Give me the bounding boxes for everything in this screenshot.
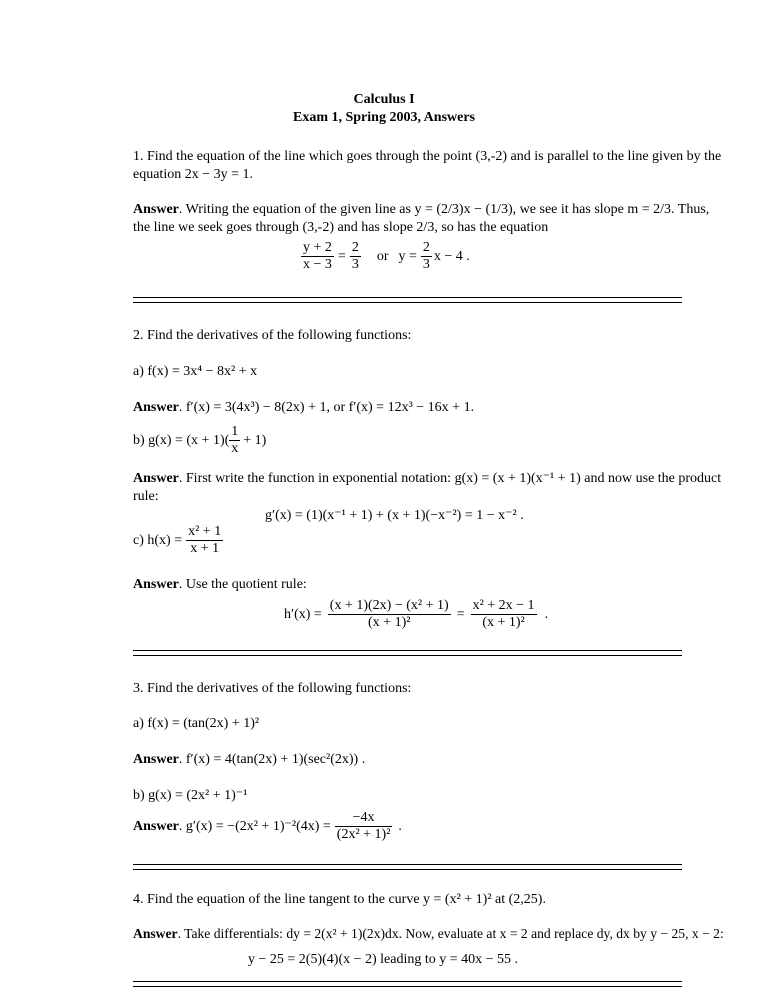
q4-answer-text: . Take differentials: dy = 2(x² + 1)(2x)dx. Now, evaluate at x = 2 and replace dy, dx by y − 25, x − 2: [177, 926, 724, 941]
q2-c-eq-den1: (x + 1)² [368, 615, 411, 631]
q3-b-answer [133, 810, 402, 843]
q3-a-answer-label: Answer [133, 752, 179, 767]
q1-eq-frac2-den: 3 [351, 257, 359, 273]
q1-text-line2: equation 2x − 3y = 1. [133, 167, 253, 182]
q1-text-line1: 1. Find the equation of the line which goes through the point (3,-2) and is parallel to the line given by the [133, 149, 722, 164]
q4-answer [133, 926, 724, 942]
q2-b-answer-label: Answer [133, 471, 179, 486]
document-title: Calculus I [353, 92, 415, 107]
q1-answer-line2: the line we seek goes through (3,-2) and has slope 2/3, so has the equation [133, 220, 549, 235]
q4-answer-label: Answer [133, 926, 178, 941]
q2-c-frac-den: x + 1 [190, 541, 220, 557]
q2-c-fraction [186, 524, 223, 557]
q2-c-answer [133, 577, 307, 593]
section-divider [133, 297, 682, 303]
q1-eq-frac2-num: 2 [350, 240, 361, 257]
section-divider [133, 981, 682, 987]
q2-b-function [133, 424, 266, 457]
q1-eq-right-prefix: y = [398, 248, 417, 264]
q2-a-answer-label: Answer [133, 400, 179, 415]
q2-c-eq-fraction2 [471, 598, 537, 631]
q2-b-equation: g′(x) = (1)(x⁻¹ + 1) + (x + 1)(−x⁻²) = 1 − x⁻² . [265, 508, 524, 523]
q4-equation: y − 25 = 2(5)(4)(x − 2) leading to y = 40x − 55 . [248, 952, 519, 967]
q1-eq-fraction-left [301, 240, 334, 273]
q2-c-prefix: c) h(x) = [133, 532, 183, 548]
q2-b-answer-text1: . First write the function in exponential notation: g(x) = (x + 1)(x⁻¹ + 1) and now use the product [178, 471, 722, 486]
q3-b-frac-den: (2x² + 1)² [336, 827, 391, 843]
q2-c-answer-label: Answer [133, 577, 179, 592]
q1-eq-or: or [376, 248, 389, 264]
q2-c-equation [284, 598, 548, 631]
q2-c-eq-prefix: h′(x) = [284, 606, 322, 622]
q2-c-eq-fraction1 [328, 598, 451, 631]
q2-a-function: a) f(x) = 3x⁴ − 8x² + x [133, 364, 258, 379]
document-subtitle: Exam 1, Spring 2003, Answers [292, 110, 476, 125]
q2-a-answer-text: . f′(x) = 3(4x³) − 8(2x) + 1, or f′(x) = 12x³ − 16x + 1. [178, 400, 475, 415]
q1-answer-text1: . Writing the equation of the given line as y = (2/3)x − (1/3), we see it has slope m = 2/3. Thus, [178, 202, 710, 217]
q1-eq-fraction-mid [350, 240, 361, 273]
q1-answer-label: Answer [133, 202, 179, 217]
q3-b-answer-prefix: . g′(x) = −(2x² + 1)⁻²(4x) = [178, 819, 331, 835]
q2-b-answer-line1 [133, 471, 721, 487]
q1-eq-den: x − 3 [303, 257, 332, 273]
q1-eq-equals: = [337, 248, 346, 264]
q2-c-eq-end: . [544, 606, 549, 622]
q2-b-frac-den: x [231, 441, 239, 457]
q2-b-prefix: b) g(x) = (x + 1)( [133, 432, 230, 448]
q3-a-answer-text: . f′(x) = 4(tan(2x) + 1)(sec²(2x)) . [178, 752, 366, 767]
q2-b-fraction [229, 424, 240, 457]
section-divider [133, 864, 682, 870]
q3-b-fraction [335, 810, 393, 843]
q2-c-frac-num: x² + 1 [186, 524, 223, 541]
q1-answer-line1 [133, 202, 709, 218]
q3-a-answer [133, 752, 365, 768]
q3-b-end: . [398, 818, 402, 834]
q2-b-frac-num: 1 [229, 424, 240, 441]
q2-c-function [133, 524, 223, 557]
q2-c-eq-num1: (x + 1)(2x) − (x² + 1) [328, 598, 451, 615]
section-divider [133, 650, 682, 656]
q3-b-function: b) g(x) = (2x² + 1)⁻¹ [133, 788, 248, 803]
q1-equation [301, 240, 470, 273]
q3-text: 3. Find the derivatives of the following functions: [133, 681, 412, 696]
q2-a-answer [133, 400, 474, 416]
q2-c-eq-mid: = [456, 606, 465, 622]
q2-c-answer-text: . Use the quotient rule: [178, 577, 307, 592]
q2-c-eq-den2: (x + 1)² [482, 615, 525, 631]
q2-b-suffix: + 1) [243, 432, 267, 448]
q2-c-eq-num2: x² + 2x − 1 [471, 598, 537, 615]
q3-b-answer-label: Answer [133, 818, 179, 834]
q3-a-function: a) f(x) = (tan(2x) + 1)² [133, 716, 260, 731]
q1-eq-fraction-right [421, 240, 432, 273]
q4-text: 4. Find the equation of the line tangent to the curve y = (x² + 1)² at (2,25). [133, 892, 546, 907]
q2-b-answer-line2: rule: [133, 489, 159, 504]
q2-text: 2. Find the derivatives of the following functions: [133, 328, 412, 343]
q1-eq-right-suffix: x − 4 . [433, 248, 470, 264]
q1-eq-num: y + 2 [301, 240, 334, 257]
q1-eq-frac3-den: 3 [422, 257, 430, 273]
q3-b-frac-num: −4x [335, 810, 393, 827]
q1-eq-frac3-num: 2 [421, 240, 432, 257]
